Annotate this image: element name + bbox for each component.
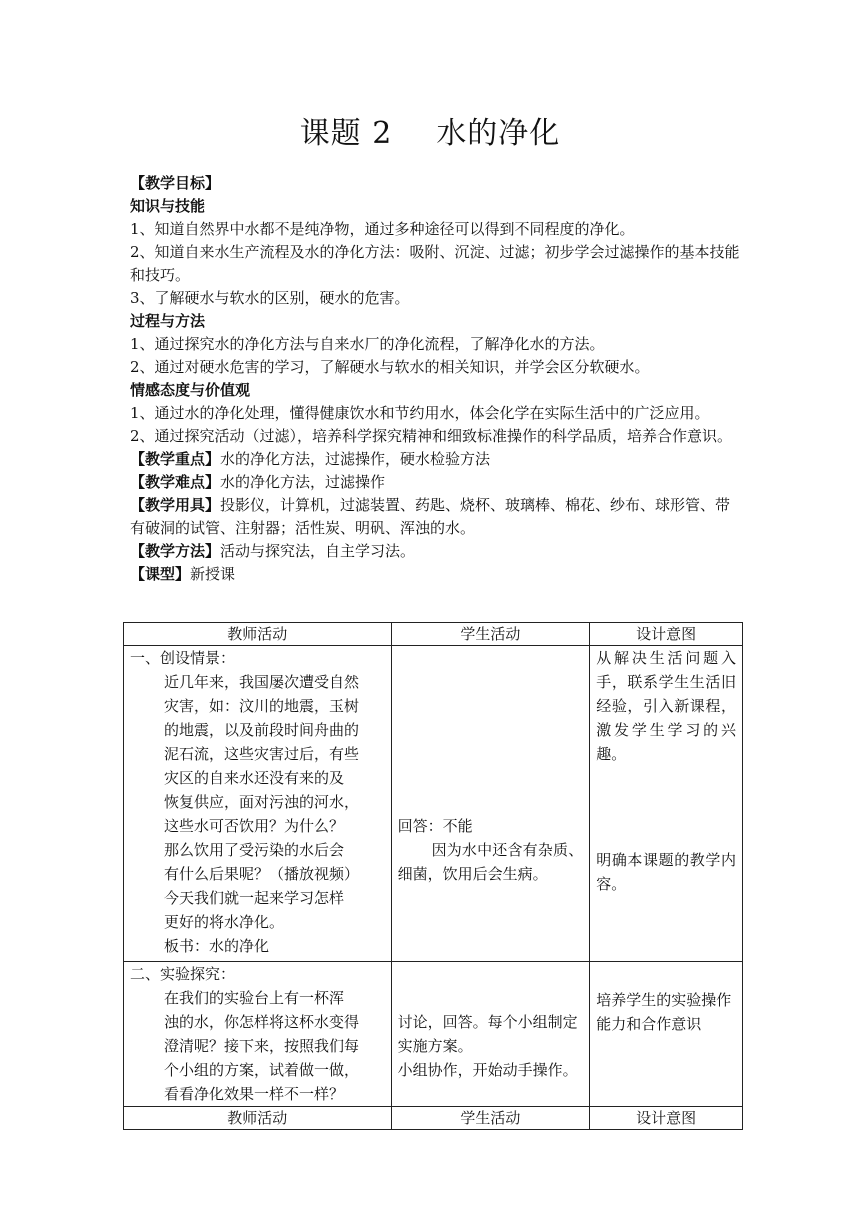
text-line: 泥石流，这些灾害过后，有些 [164, 745, 360, 763]
key-points [130, 448, 742, 471]
lesson-number: 课题 2 [299, 116, 393, 151]
intent-cell [590, 962, 743, 1107]
text-line: 的地震，以及前段时间舟曲的 [164, 721, 360, 739]
teacher-text [130, 986, 385, 1106]
text-line: 个小组的方案，试着做一做， [164, 1061, 360, 1079]
page-title [0, 108, 860, 152]
difficulties-text: 水的净化方法，过滤操作 [220, 473, 386, 491]
header-teacher: 教师活动 [124, 623, 392, 646]
intent-text: 培养学生的实验操作能力和合作意识 [596, 991, 732, 1033]
text-line: 板书：水的净化 [164, 937, 270, 955]
text-line: 近几年来，我国屡次遭受自然 [164, 673, 360, 691]
text-line: 在我们的实验台上有一杯浑 [164, 989, 345, 1007]
header-student: 学生活动 [391, 623, 590, 646]
text-line: 澄清呢？接下来，按照我们每 [164, 1037, 360, 1055]
text-line: 灾区的自来水还没有来的及 [164, 769, 345, 787]
emotion-item: 2、通过探究活动（过滤），培养科学探究精神和细致标准操作的科学品质，培养合作意识。 [130, 427, 733, 445]
tools-label: 【教学用具】 [130, 496, 221, 514]
student-reason: 因为水中还含有杂质、细菌，饮用后会生病。 [397, 841, 584, 883]
intent-text: 明确本课题的教学内容。 [596, 851, 736, 893]
section-title: 二、实验探究： [130, 965, 236, 983]
difficulties [130, 471, 742, 494]
intent-cell [590, 646, 743, 962]
teacher-cell [124, 646, 392, 962]
header-intent: 设计意图 [590, 1107, 743, 1130]
lesson-type-text: 新授课 [190, 565, 236, 583]
emotion-item: 1、通过水的净化处理，懂得健康饮水和节约用水，体会化学在实际生活中的广泛应用。 [130, 404, 710, 422]
header-student: 学生活动 [391, 1107, 590, 1130]
header-intent: 设计意图 [590, 623, 743, 646]
methods-text: 活动与探究法，自主学习法。 [220, 542, 416, 560]
methods [130, 540, 742, 563]
text-line: 有什么后果呢？（播放视频） [164, 865, 360, 883]
text-line: 恢复供应，面对污浊的河水， [164, 793, 360, 811]
text-line: 看看净化效果一样不一样？ [164, 1085, 345, 1103]
process-item: 2、通过对硬水危害的学习，了解硬水与软水的相关知识，并学会区分软硬水。 [130, 358, 650, 376]
table-row [124, 646, 743, 962]
text-line: 更好的将水净化。 [164, 913, 285, 931]
text-line: 这些水可否饮用？为什么？ [164, 817, 345, 835]
lesson-type [130, 563, 742, 586]
student-text: 小组协作，开始动手操作。 [397, 1061, 578, 1079]
key-points-label: 【教学重点】 [130, 450, 221, 468]
objectives-heading: 【教学目标】 [130, 174, 221, 192]
header-teacher: 教师活动 [124, 1107, 392, 1130]
process-heading: 过程与方法 [130, 312, 206, 330]
teacher-text [130, 670, 385, 958]
text-line: 今天我们就一起来学习怎样 [164, 889, 345, 907]
student-cell [391, 646, 590, 962]
knowledge-heading: 知识与技能 [130, 197, 206, 215]
knowledge-item: 1、知道自然界中水都不是纯净物，通过多种途径可以得到不同程度的净化。 [130, 220, 635, 238]
tools [130, 494, 742, 540]
key-points-text: 水的净化方法，过滤操作，硬水检验方法 [220, 450, 491, 468]
difficulties-label: 【教学难点】 [130, 473, 221, 491]
text-line: 灾害，如：汶川的地震，玉树 [164, 697, 360, 715]
process-item: 1、通过探究水的净化方法与自来水厂的净化流程，了解净化水的方法。 [130, 335, 605, 353]
methods-label: 【教学方法】 [130, 542, 221, 560]
lesson-type-label: 【课型】 [130, 565, 191, 583]
student-text: 讨论，回答。每个小组制定实施方案。 [397, 1013, 578, 1055]
student-cell [391, 962, 590, 1107]
lesson-plan-body [130, 172, 742, 586]
emotion-heading: 情感态度与价值观 [130, 381, 251, 399]
activity-table [123, 622, 743, 1130]
intent-text: 从解决生活问题入手，联系学生生活旧经验，引入新课程，激发学生学习的兴趣。 [596, 649, 736, 763]
text-line: 那么饮用了受污染的水后会 [164, 841, 345, 859]
text-line: 浊的水，你怎样将这杯水变得 [164, 1013, 360, 1031]
student-answer: 回答：不能 [397, 817, 473, 835]
teacher-cell [124, 962, 392, 1107]
section-title: 一、创设情景： [130, 649, 236, 667]
lesson-name: 水的净化 [436, 116, 561, 151]
knowledge-item: 3、了解硬水与软水的区别，硬水的危害。 [130, 289, 410, 307]
table-row [124, 962, 743, 1107]
table-header-row [124, 623, 743, 646]
knowledge-item: 2、知道自来水生产流程及水的净化方法：吸附、沉淀、过滤；初步学会过滤操作的基本技能和技巧。 [130, 243, 740, 284]
tools-text: 投影仪，计算机，过滤装置、药匙、烧杯、玻璃棒、棉花、纱布、球形管、带有破洞的试管、注射器；活性炭、明矾、浑浊的水。 [130, 496, 731, 537]
table-header-row [124, 1107, 743, 1130]
